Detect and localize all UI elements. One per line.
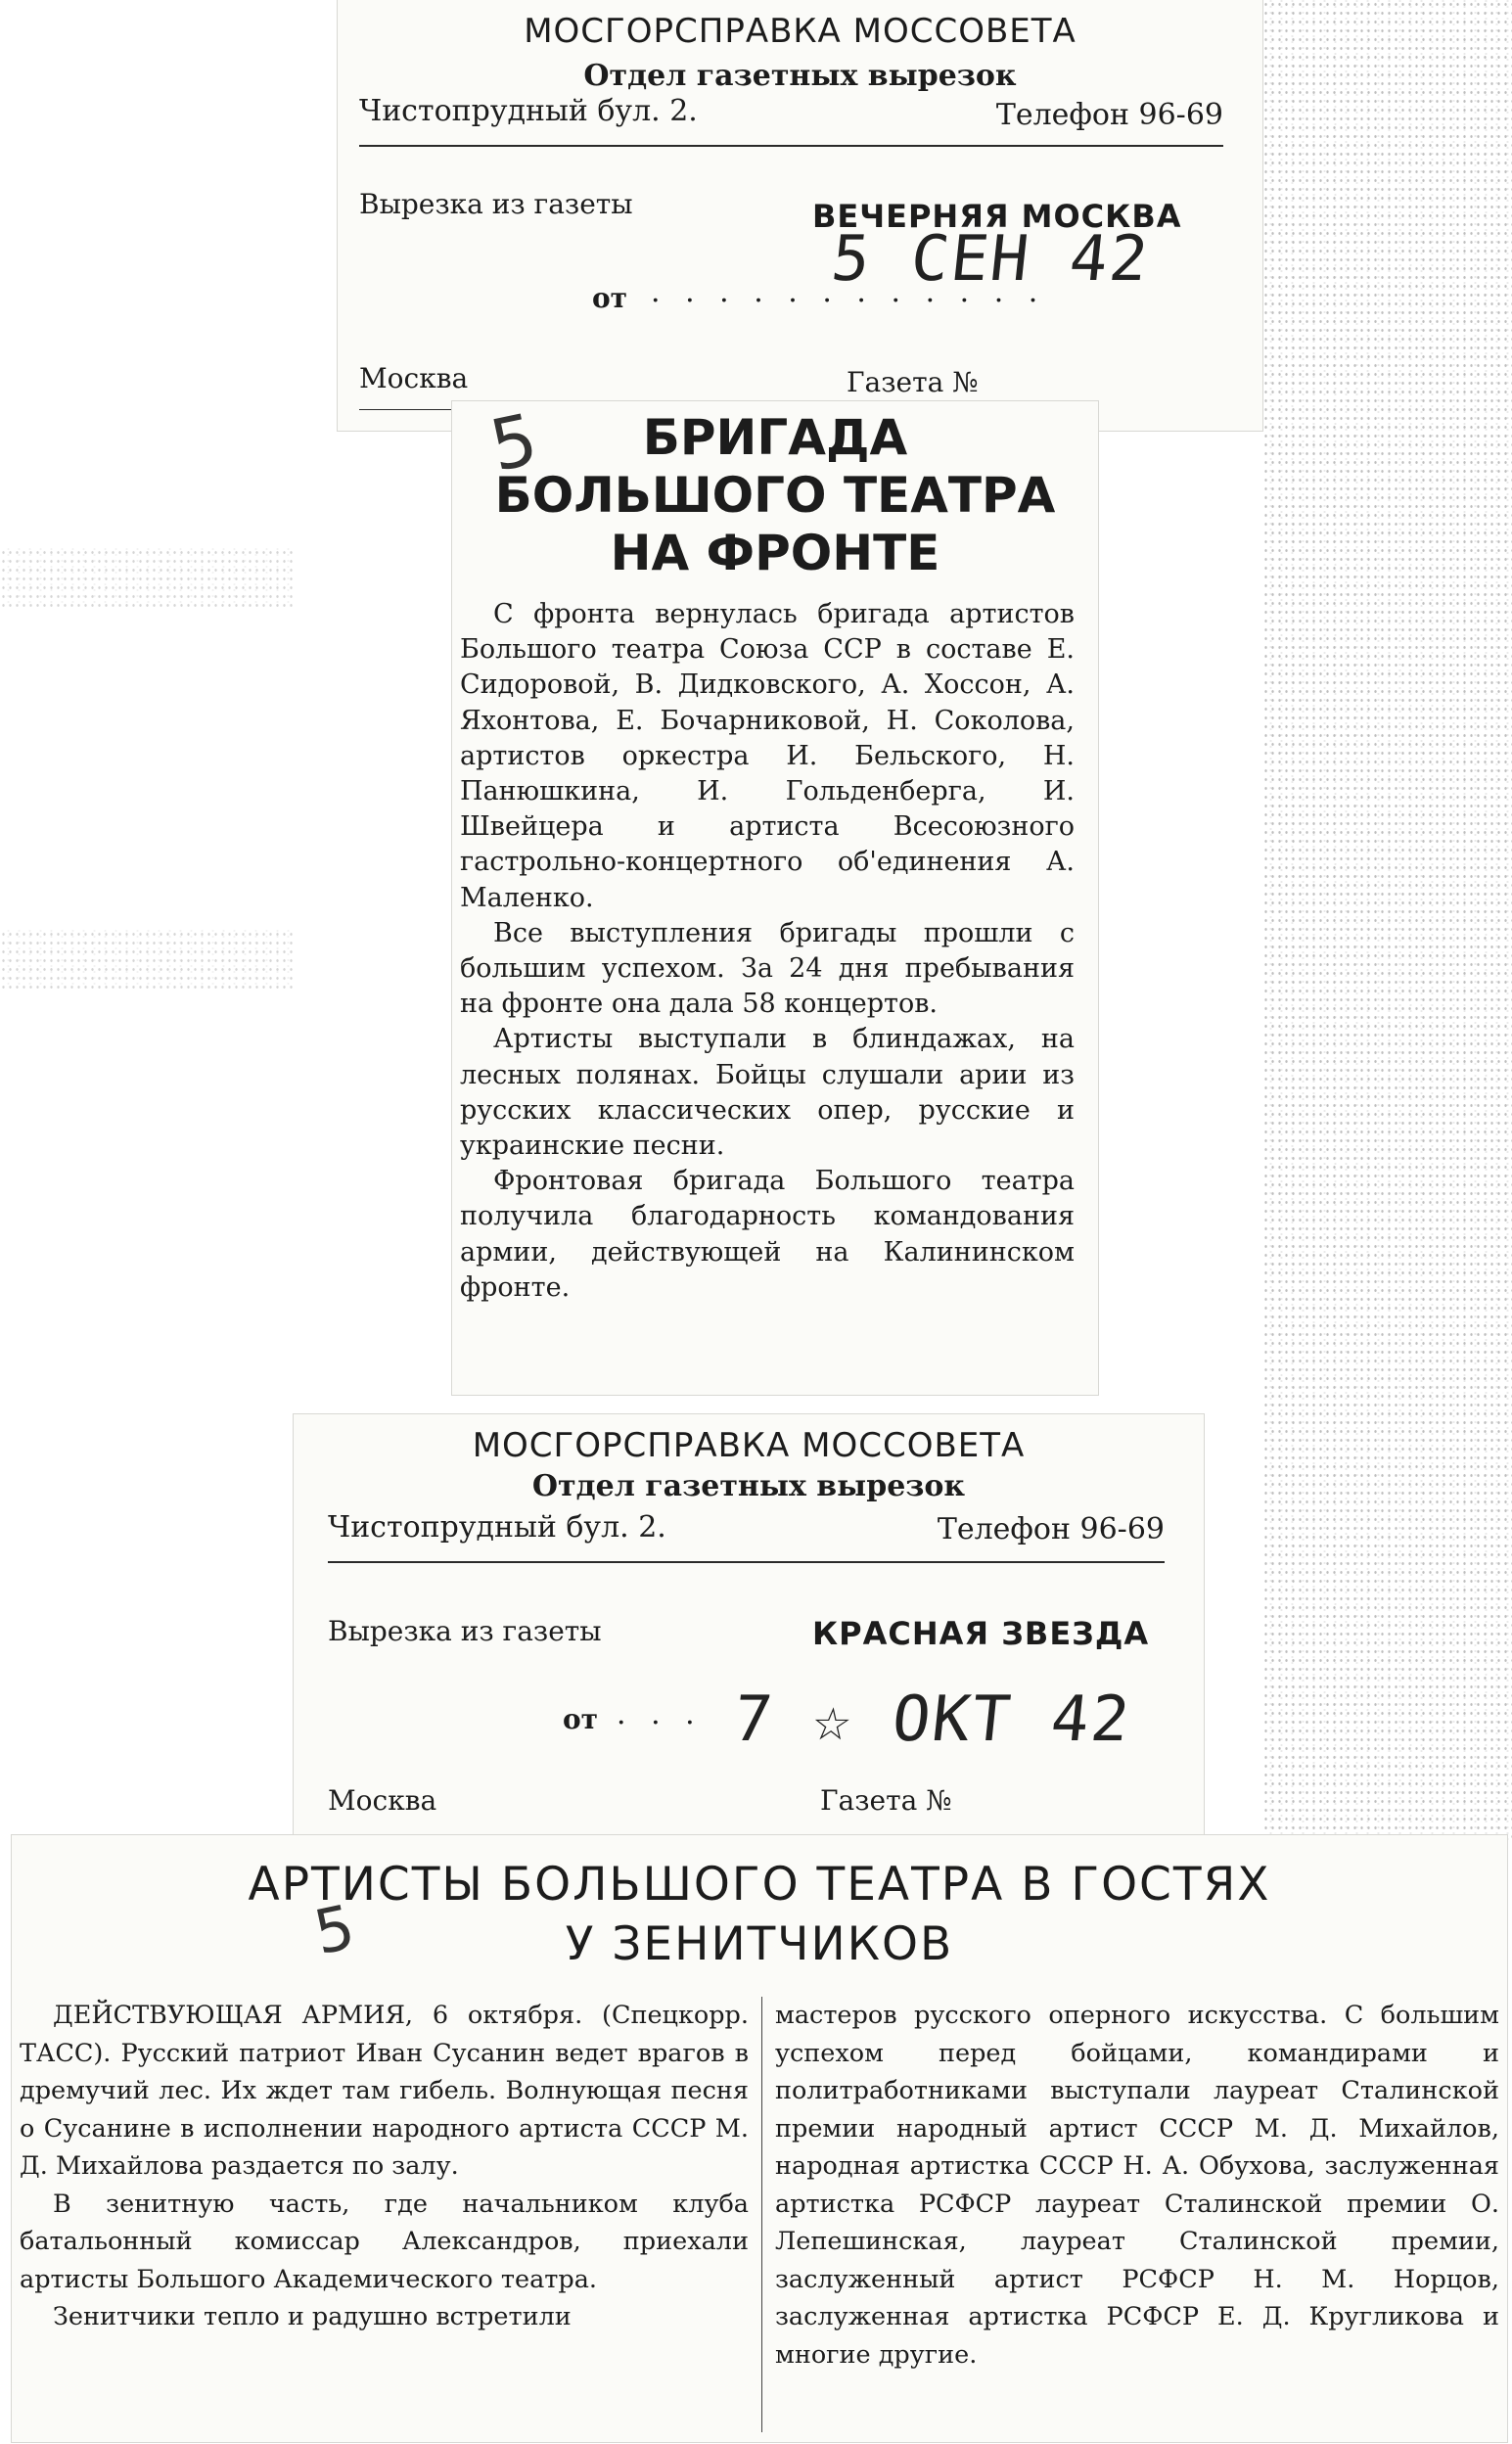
paragraph: С фронта вернулась бригада артистов Большого театра Союза ССР в составе Е. Сидоровой, В. Дидковского, А. Хоссон, А. Яхонтова, Е. Бочарниковой, Н. Соколова, артистов оркестра И. Бельского, Н. Панюшкина, И. Гольденберга, И. Швейцера и артиста Всесоюзного гастрольно-концертного об'единения А. Маленко. [460,599,1075,913]
date-dots: · · · [617,1706,703,1740]
pencil-mark: 5 [482,397,545,487]
paragraph: ДЕЙСТВУЮЩАЯ АРМИЯ, 6 октября. (Спецкорр. ТАСС). Русский патриот Иван Сусанин ведет врагов в дремучий лес. Их ждет там гибель. Волнующая песня о Сусанине в исполнении народного артиста СССР М. Д. Михайлова раздается по залу. [20,2001,749,2181]
column-divider [761,1997,762,2432]
stamp-address: Чистопрудный бул. 2. [359,94,698,128]
from-label: от [592,282,628,314]
date-dots: · · · · · · · · · · · · [651,284,1046,318]
stamp-divider [328,1561,1165,1563]
headline-line-2: У ЗЕНИТЧИКОВ [565,1917,954,1972]
article-2-clipping [12,1835,1507,2442]
city-label: Москва [359,362,469,394]
scan-noise-left-mid [0,930,294,989]
date-stamp: 7 ☆ ОКТ 42 [730,1683,1135,1756]
article-2-column-2 [775,1997,1499,2374]
clip-label: Вырезка из газеты [328,1615,602,1647]
stamp-phone: Телефон 96-69 [995,98,1223,132]
article-1-headline [452,409,1098,582]
paragraph: мастеров русского оперного искусства. С большим успехом перед бойцами, командирами и политработниками выступали лауреат Сталинской премии народный артист СССР М. Д. Михайлов, народная артистка СССР Н. А. Обухова, заслуженная артистка РСФСР лауреат Сталинской премии О. Лепешинская, лауреат Сталинской премии, заслуженный артист РСФСР Н. М. Норцов, заслуженная артистка РСФСР Е. Д. Кругликова и многие другие. [775,2001,1499,2370]
scan-noise-right [1262,0,1512,1840]
city-label: Москва [328,1784,437,1817]
gazette-label: Газета № [820,1784,952,1817]
newspaper-name: ВЕЧЕРНЯЯ МОСКВА [812,198,1182,235]
newspaper-name: КРАСНАЯ ЗВЕЗДА [812,1615,1150,1652]
stamp-dept: Отдел газетных вырезок [583,59,1017,93]
headline-line-2: БОЛЬШОГО ТЕАТРА [494,467,1056,524]
from-label: от [563,1703,599,1735]
headline-line-1: БРИГАДА [642,409,908,466]
paragraph: Все выступления бригады прошли с большим успехом. За 24 дня пребывания на фронте она дала 58 концертов. [460,917,1075,1020]
clipping-stamp-2 [294,1414,1204,1840]
stamp-phone: Телефон 96-69 [937,1512,1165,1546]
clipping-stamp-1 [338,0,1262,431]
paragraph: Артисты выступали в блиндажах, на лесных полянах. Бойцы слушали арии из русских классических опер, русские и украинские песни. [460,1024,1075,1162]
scan-noise-left [0,548,294,607]
article-1-clipping [452,397,1098,1395]
headline-line-1: АРТИСТЫ БОЛЬШОГО ТЕАТРА В ГОСТЯХ [248,1858,1271,1912]
date-stamp: 5 СЕН 42 [828,223,1154,296]
stamp-org: МОСГОРСПРАВКА МОССОВЕТА [472,1426,1026,1465]
stamp-divider [359,145,1223,147]
clip-label: Вырезка из газеты [359,188,633,220]
article-2-column-1 [20,1997,749,2336]
paragraph: Фронтовая бригада Большого театра получила благодарность командования армии, действующей на Калининском фронте. [460,1166,1075,1303]
headline-line-3: НА ФРОНТЕ [610,525,940,581]
stamp-org: МОСГОРСПРАВКА МОССОВЕТА [524,12,1077,51]
stamp-dept: Отдел газетных вырезок [531,1469,966,1503]
pencil-mark: 5 [307,1890,361,1969]
gazette-label: Газета № [847,366,979,398]
paragraph: Зенитчики тепло и радушно встретили [53,2302,572,2331]
article-2-headline [12,1855,1507,1974]
paragraph: В зенитную часть, где начальником клуба батальонный комиссар Александров, приехали артисты Большого Академического театра. [20,2189,749,2294]
article-1-body [460,597,1075,1306]
stamp-address: Чистопрудный бул. 2. [328,1510,666,1545]
